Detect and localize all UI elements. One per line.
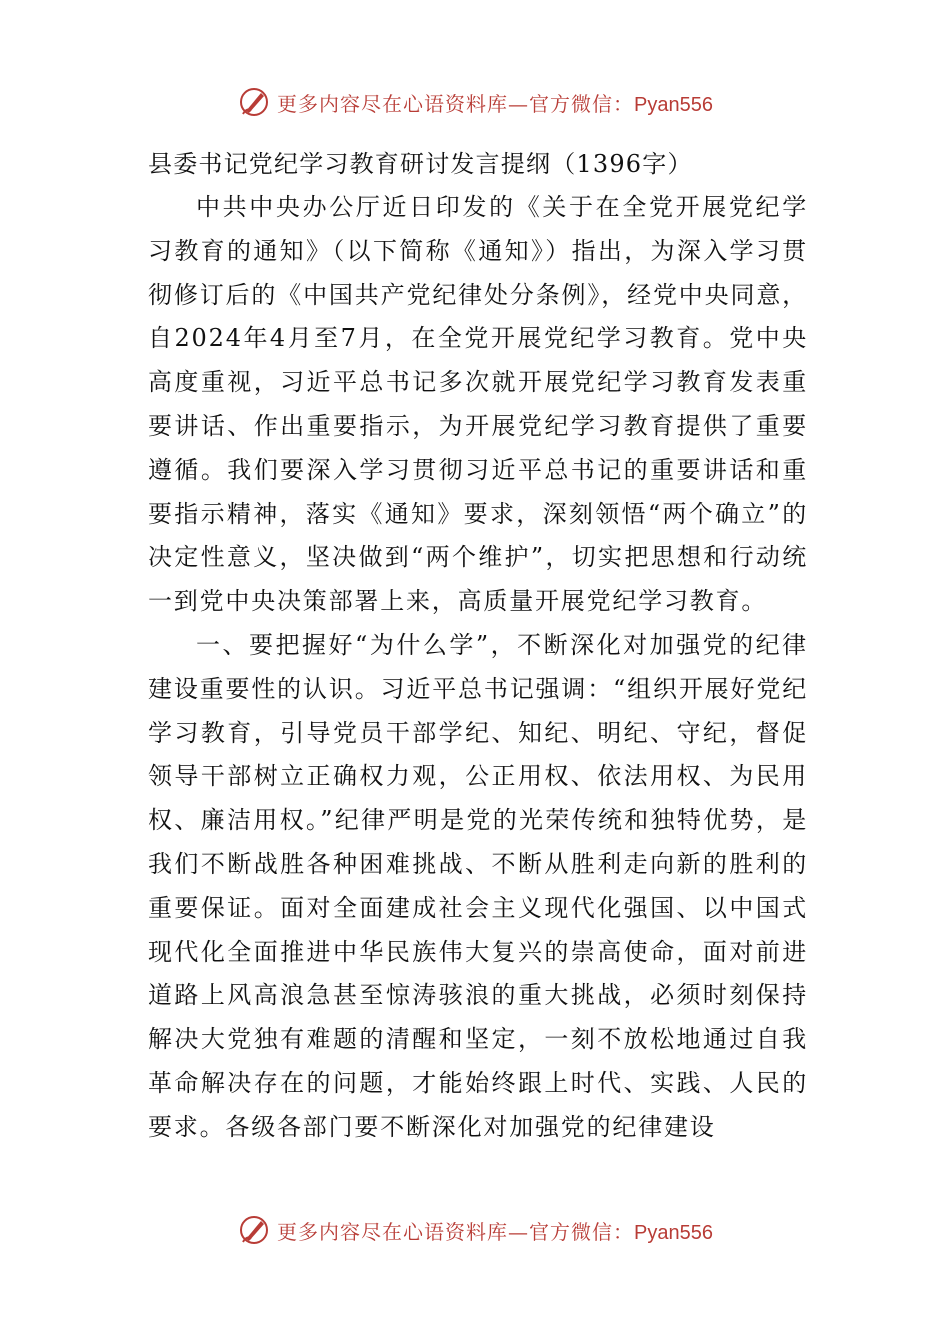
pen-circle-logo-icon	[237, 1213, 271, 1247]
paragraph: 一、要把握好“为什么学”，不断深化对加强党的纪律建设重要性的认识。习近平总书记强调：“组织开展好党纪学习教育，引导党员干部学纪、知纪、明纪、守纪，督促领导干部树立正确权力观，公正用权、依法用权、为民用权、廉洁用权。”纪律严明是党的光荣传统和独特优势，是我们不断战胜各种困难挑战、不断从胜利走向新的胜利的重要保证。面对全面建成社会主义现代化强国、以中国式现代化全面推进中华民族伟大复兴的崇高使命，面对前进道路上风高浪急甚至惊涛骇浪的重大挑战，必须时刻保持解决大党独有难题的清醒和坚定，一刻不放松地通过自我革命解决存在的问题，才能始终跟上时代、实践、人民的要求。各级各部门要不断深化对加强党的纪律建设	[148, 630, 808, 1141]
watermark-banner-top	[0, 82, 950, 122]
document-title: 县委书记党纪学习教育研讨发言提纲（1396字）	[148, 150, 693, 178]
watermark-banner-bottom	[0, 1210, 950, 1250]
paragraph: 中共中央办公厅近日印发的《关于在全党开展党纪学习教育的通知》（以下简称《通知》）指出，为深入学习贯彻修订后的《中国共产党纪律处分条例》，经党中央同意，自2024年4月至7月，在全党开展党纪学习教育。党中央高度重视，习近平总书记多次就开展党纪学习教育发表重要讲话、作出重要指示，为开展党纪学习教育提供了重要遵循。我们要深入学习贯彻习近平总书记的重要讲话和重要指示精神，落实《通知》要求，深刻领悟“两个确立”的决定性意义，坚决做到“两个维护”，切实把思想和行动统一到党中央决策部署上来，高质量开展党纪学习教育。	[148, 193, 808, 616]
document-body	[148, 142, 808, 1150]
pen-circle-logo-icon	[237, 85, 271, 119]
watermark-text: 更多内容尽在心语资料库—官方微信：Pyan556	[277, 1219, 713, 1244]
watermark-text: 更多内容尽在心语资料库—官方微信：Pyan556	[277, 91, 713, 116]
